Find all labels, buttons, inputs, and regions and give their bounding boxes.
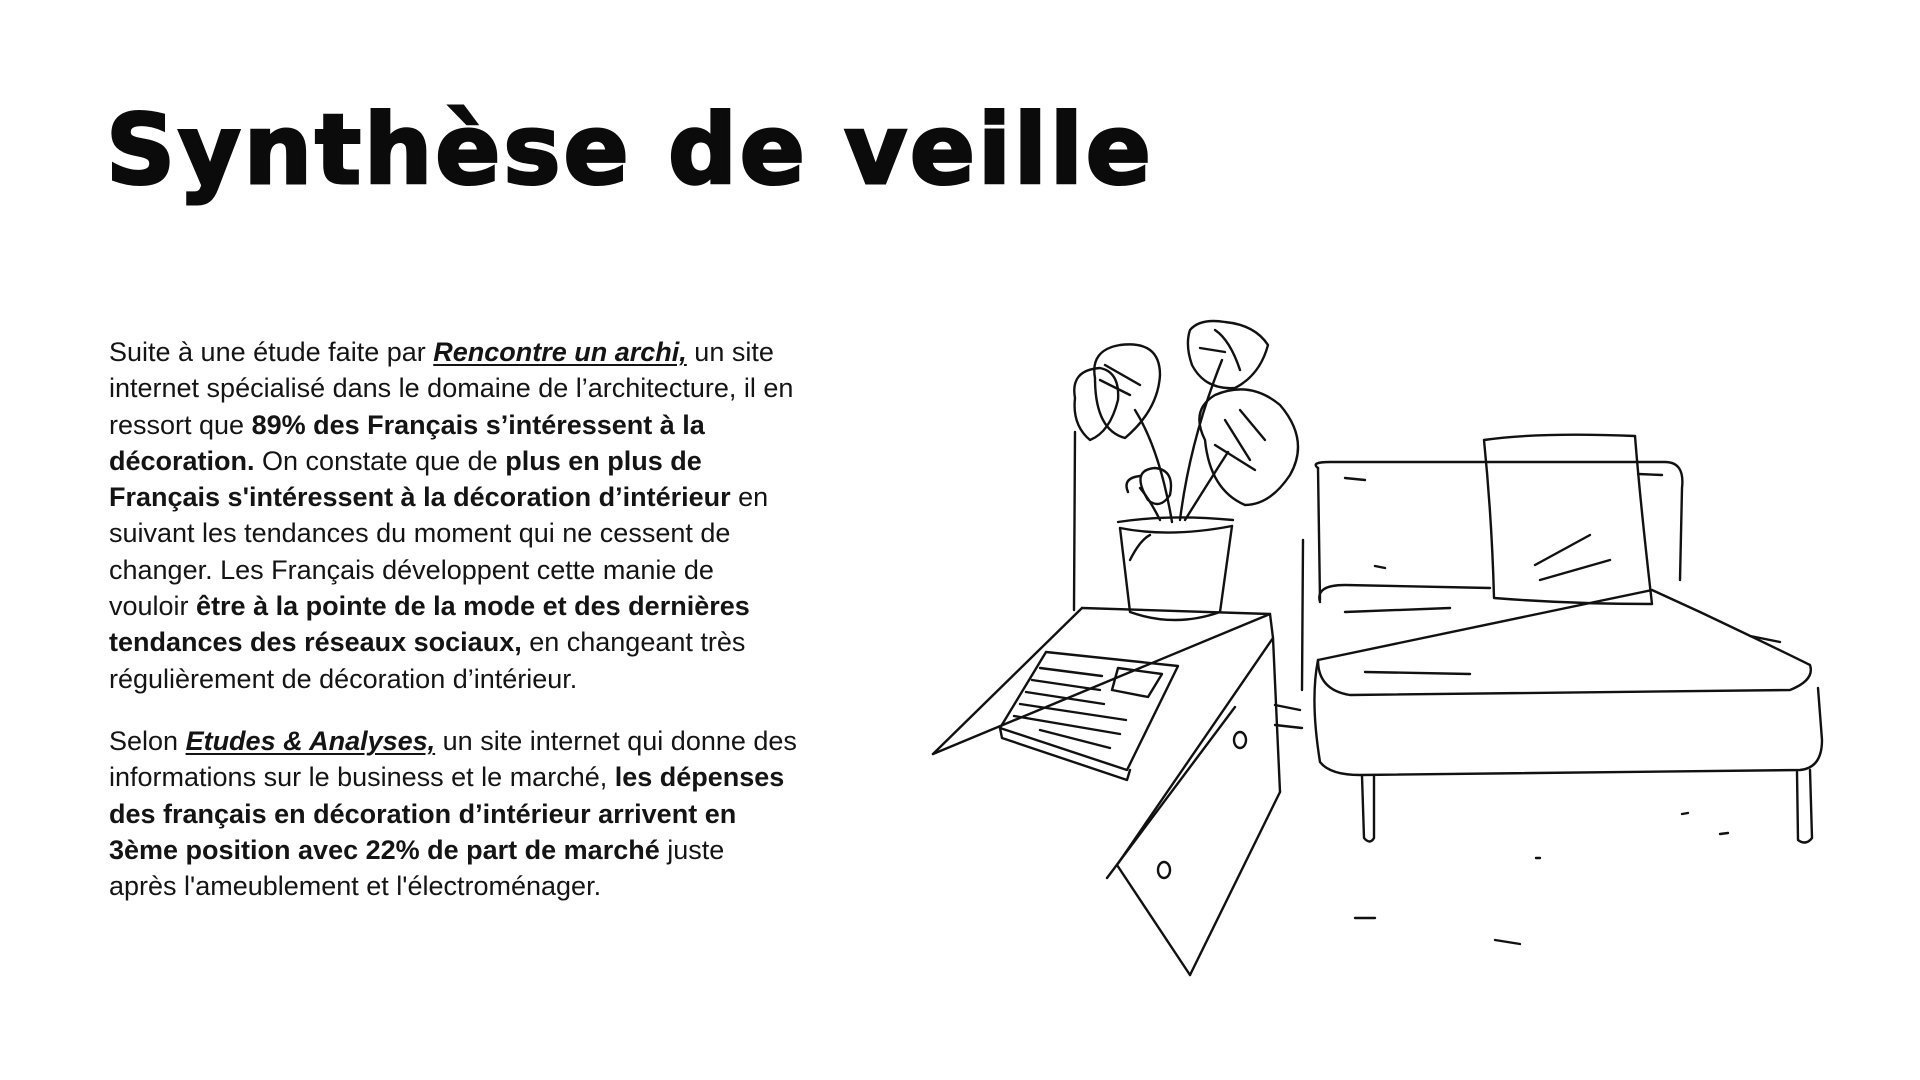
link-etudes-analyses[interactable]: Etudes & Analyses, — [185, 725, 436, 756]
paragraph-study-text-5: en changeant très régulièrement de décoration d’intérieur. — [109, 627, 746, 694]
page-title: Synthèse de veille — [106, 94, 1154, 206]
armchair — [1314, 435, 1822, 944]
paragraph-market-text-2: un site internet qui donne des informations sur le business et le marché, — [109, 725, 797, 793]
wall-line — [1074, 432, 1075, 610]
living-room-drawing — [920, 300, 1830, 1000]
body-text — [109, 334, 799, 904]
paragraph-study-bold-3: être à la pointe de la mode et des dernières tendances des réseaux sociaux, — [109, 591, 750, 658]
paragraph-study-bold-2: plus en plus de Français s'intéressent à la décoration d’intérieur — [109, 445, 731, 513]
paragraph-study-text-4: en suivant les tendances du moment qui ne cessent de changer. Les Français développent cette manie de vouloir — [109, 482, 769, 622]
living-room-line-drawing-icon — [920, 300, 1830, 1000]
paragraph-market-text-1: Selon — [109, 725, 186, 756]
paragraph-study-text-1: Suite à une étude faite par — [109, 337, 434, 367]
paragraph-study-text-2: un site internet spécialisé dans le domaine de l’architecture, il en ressort que — [109, 337, 794, 440]
paragraph-study-bold-1: 89% des Français s’intéressent à la décoration. — [109, 409, 705, 476]
paragraph-study-text-3: On constate que de — [254, 445, 506, 476]
wall-line-right — [1302, 540, 1303, 690]
plant-pot — [1118, 517, 1233, 620]
link-rencontre-un-archi[interactable]: Rencontre un archi, — [433, 337, 687, 367]
paragraph-market — [109, 723, 799, 904]
paragraph-study — [109, 334, 799, 697]
monstera-plant — [1074, 321, 1298, 522]
paragraph-market-bold-1: les dépenses des français en décoration d’intérieur arrivent en 3ème position avec 22% de part de marché — [109, 762, 785, 865]
side-table — [933, 608, 1302, 975]
paragraph-market-text-3: juste après l'ameublement et l'électroménager. — [109, 834, 725, 902]
